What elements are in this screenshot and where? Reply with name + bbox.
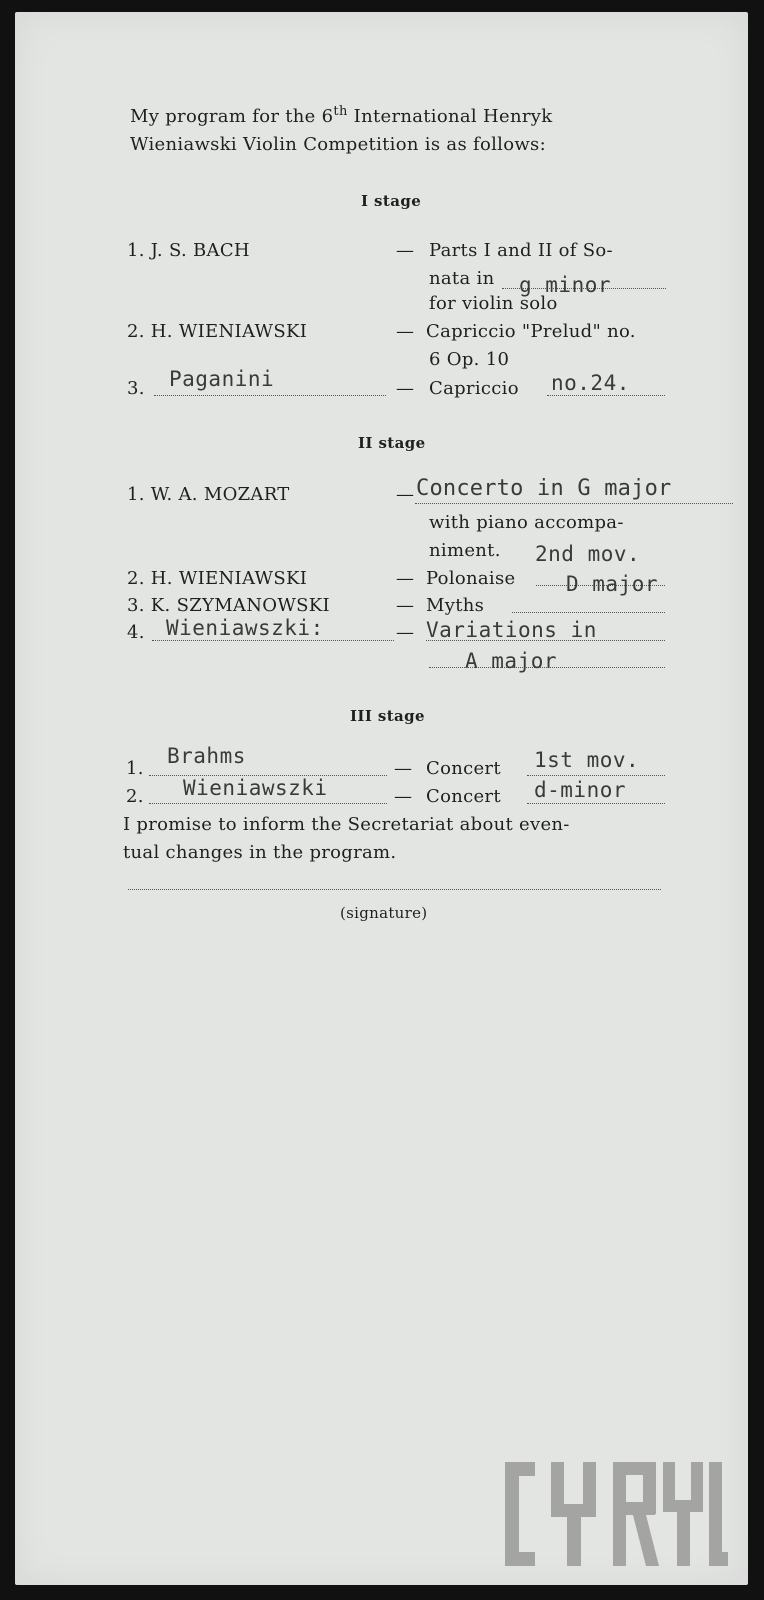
cyryl-watermark-logo xyxy=(503,1460,728,1570)
promise-line-2: tual changes in the program. xyxy=(123,842,397,863)
stage2-item4-typed-composer: Wieniawszki: xyxy=(166,616,324,640)
fill-line xyxy=(512,612,665,613)
stage3-item1-typed-composer: Brahms xyxy=(167,744,246,768)
fill-line xyxy=(547,395,665,396)
intro-line-1 xyxy=(130,106,552,128)
stage2-item2-piece: Polonaise xyxy=(426,568,516,589)
dash: — xyxy=(396,378,415,399)
stage2-item4-typed-piece: Variations in xyxy=(426,618,597,642)
stage3-item2-piece: Concert xyxy=(426,786,501,807)
promise-line-1: I promise to inform the Secretariat about even- xyxy=(123,814,570,835)
intro-text-end: International Henryk xyxy=(353,106,553,127)
stage-2-heading: II stage xyxy=(358,434,426,452)
stage-3-heading: III stage xyxy=(350,707,425,725)
stage3-item2-number: 2. xyxy=(126,786,144,807)
stage2-item2-typed-key: D major xyxy=(566,572,659,596)
signature-line xyxy=(128,889,661,890)
stage2-item1-line2: with piano accompa- xyxy=(429,512,624,533)
stage2-item4-number: 4. xyxy=(127,622,145,643)
stage3-item2-typed-key: d-minor xyxy=(534,778,627,802)
dash: — xyxy=(396,240,415,261)
competition-program-card xyxy=(15,12,748,1585)
stage2-item1-typed-mov: 2nd mov. xyxy=(535,542,641,566)
stage1-item3-typed-piece: no.24. xyxy=(551,371,630,395)
stage1-item3-typed-composer: Paganini xyxy=(169,367,275,391)
fill-line xyxy=(527,803,665,804)
fill-line xyxy=(527,775,665,776)
dash: — xyxy=(394,786,413,807)
fill-line xyxy=(152,640,394,641)
dash: — xyxy=(396,484,415,505)
stage3-item1-number: 1. xyxy=(126,758,144,779)
stage2-item3-piece: Myths xyxy=(426,595,485,616)
stage1-item1-composer: 1. J. S. BACH xyxy=(127,240,250,261)
stage2-item1-line3: niment. xyxy=(429,540,501,561)
stage3-item1-piece: Concert xyxy=(426,758,501,779)
dash: — xyxy=(396,321,415,342)
stage1-item2-composer: 2. H. WIENIAWSKI xyxy=(127,321,308,342)
intro-text: My program for the 6 xyxy=(130,106,334,127)
dash: — xyxy=(396,595,415,616)
fill-line xyxy=(154,395,386,396)
stage1-item3-piece: Capriccio xyxy=(429,378,519,399)
stage2-item1-composer: 1. W. A. MOZART xyxy=(127,484,290,505)
stage1-item1-line2: nata in xyxy=(429,268,495,289)
stage1-item2-line2: 6 Op. 10 xyxy=(429,349,510,370)
stage2-item2-composer: 2. H. WIENIAWSKI xyxy=(127,568,308,589)
stage1-item3-number: 3. xyxy=(127,378,145,399)
stage1-item1-line3: for violin solo xyxy=(429,293,558,314)
fill-line xyxy=(149,803,387,804)
dash: — xyxy=(396,622,415,643)
intro-line-2: Wieniawski Violin Competition is as follows: xyxy=(130,134,546,155)
stage1-item1-typed-key: g minor xyxy=(519,273,612,297)
stage2-item4-typed-key: A major xyxy=(465,649,558,673)
dash: — xyxy=(396,568,415,589)
stage1-item1-line1: Parts I and II of So- xyxy=(429,240,613,261)
stage-1-heading: I stage xyxy=(361,192,422,210)
intro-superscript: th xyxy=(333,104,348,119)
stage3-item2-typed-composer: Wieniawszki xyxy=(183,776,328,800)
fill-line xyxy=(415,503,733,504)
stage1-item2-line1: Capriccio "Prelud" no. xyxy=(426,321,636,342)
stage2-item3-composer: 3. K. SZYMANOWSKI xyxy=(127,595,330,616)
stage2-item1-typed-piece: Concerto in G major xyxy=(416,476,672,501)
signature-label: (signature) xyxy=(340,904,428,922)
stage3-item1-typed-mov: 1st mov. xyxy=(534,748,640,772)
dash: — xyxy=(394,758,413,779)
